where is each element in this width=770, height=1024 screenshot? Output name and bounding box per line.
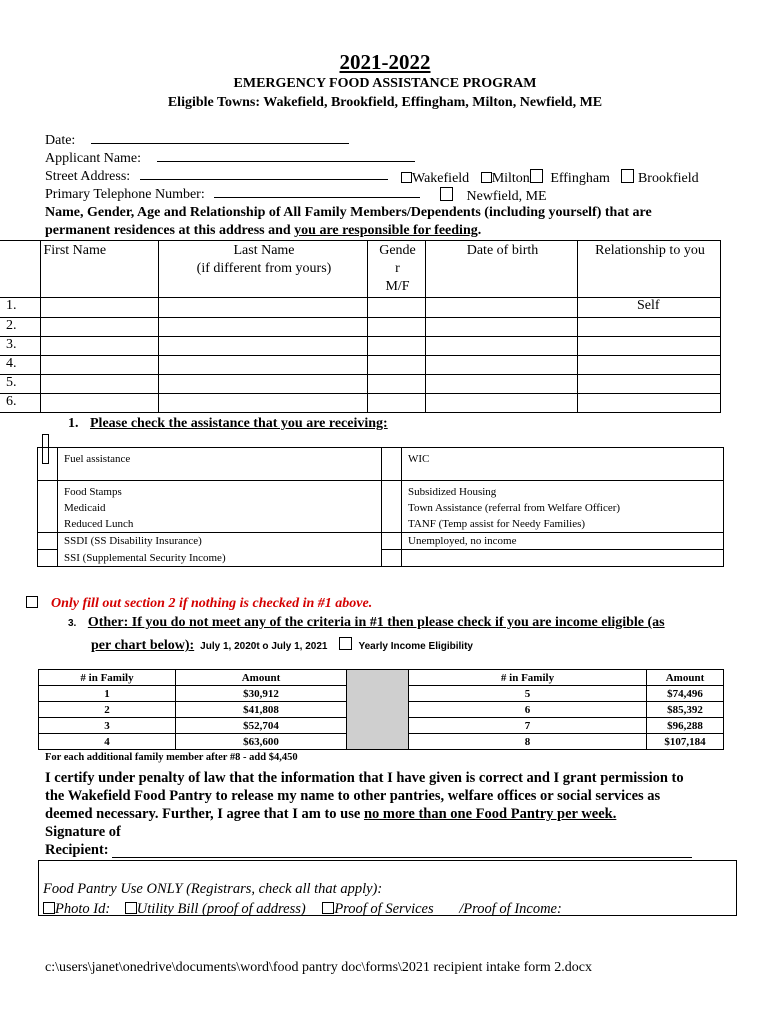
- only-fill-row: [26, 594, 372, 612]
- subsidized-housing-label: Subsidized Housing: [408, 486, 497, 498]
- first-name-header: First Name: [43, 243, 107, 258]
- photo-id-label: Photo Id:: [55, 901, 111, 917]
- member-row[interactable]: [0, 337, 720, 356]
- brookfield-checkbox[interactable]: [621, 169, 634, 183]
- members-intro-line2: [45, 223, 481, 239]
- dob-header: Date of birth: [466, 243, 539, 258]
- wakefield-checkbox[interactable]: [401, 172, 412, 183]
- only-fill-note: Only fill out section 2 if nothing is checked in #1 above.: [51, 596, 373, 611]
- effingham-checkbox[interactable]: [530, 169, 543, 183]
- date-line[interactable]: [91, 143, 349, 144]
- member-row[interactable]: [0, 375, 720, 394]
- food-stamps-group: [58, 481, 382, 533]
- signature-label-1: Signature of: [45, 824, 121, 840]
- income-table: [38, 669, 724, 750]
- gender-cell[interactable]: [367, 337, 425, 356]
- relationship-cell[interactable]: [577, 337, 720, 356]
- row-number: 5.: [0, 375, 40, 394]
- street-address-field[interactable]: [45, 169, 388, 185]
- last-name-cell[interactable]: [158, 318, 367, 337]
- amount-cell: $52,704: [176, 718, 347, 734]
- family-members-table: [0, 240, 721, 413]
- ssi-label: SSI (Supplemental Security Income): [58, 550, 382, 567]
- certification-text: [45, 769, 684, 859]
- phone-label: Primary Telephone Number:: [45, 187, 205, 202]
- relationship-cell[interactable]: [577, 356, 720, 375]
- medicaid-label: Medicaid: [64, 502, 106, 514]
- family-size-header-right: # in Family: [409, 670, 647, 686]
- row-number: 6.: [0, 394, 40, 413]
- milton-label: Milton: [491, 171, 530, 186]
- milton-checkbox[interactable]: [481, 172, 492, 183]
- wic-label: WIC: [402, 448, 724, 481]
- date-label: Date:: [45, 133, 76, 148]
- pantry-use-title: Food Pantry Use ONLY (Registrars, check all that apply):: [43, 881, 383, 897]
- amount-cell: $74,496: [647, 686, 724, 702]
- certify-line3-underlined: no more than one Food Pantry per week.: [363, 806, 617, 822]
- proof-of-services-label: Proof of Services: [334, 901, 434, 917]
- signature-line[interactable]: [112, 843, 692, 858]
- unemployed-label: Unemployed, no income: [402, 533, 724, 550]
- ssdi-checkbox[interactable]: [38, 533, 58, 550]
- dob-cell[interactable]: [425, 356, 577, 375]
- relationship-cell[interactable]: [577, 394, 720, 413]
- family-size-header-left: # in Family: [39, 670, 176, 686]
- dob-cell[interactable]: [425, 298, 577, 318]
- street-address-label: Street Address:: [45, 169, 131, 184]
- section1-title: Please check the assistance that you are receiving:: [90, 416, 388, 431]
- ssi-checkbox[interactable]: [38, 550, 58, 567]
- eligible-towns: Eligible Towns: Wakefield, Brookfield, Effingham, Milton, Newfield, ME: [167, 95, 603, 110]
- members-intro-line1: Name, Gender, Age and Relationship of All Family Members/Dependents (including yourself) that are: [45, 205, 652, 220]
- amount-cell: $96,288: [647, 718, 724, 734]
- section3-line1: [68, 615, 665, 631]
- food-stamps-label: Food Stamps: [64, 486, 122, 498]
- family-size-cell: 7: [409, 718, 647, 734]
- yearly-income-label: Yearly Income Eligibility: [358, 641, 473, 652]
- phone-line[interactable]: [214, 197, 420, 198]
- gender-header-2: r: [395, 261, 400, 276]
- photo-id-checkbox[interactable]: [43, 902, 55, 914]
- member-row[interactable]: [0, 318, 720, 337]
- family-size-cell: 5: [409, 686, 647, 702]
- gender-header-3: M/F: [385, 279, 410, 294]
- amount-cell: $85,392: [647, 702, 724, 718]
- gender-cell[interactable]: [367, 375, 425, 394]
- family-size-cell: 1: [39, 686, 176, 702]
- family-size-cell: 6: [409, 702, 647, 718]
- member-row[interactable]: [0, 394, 720, 413]
- row-number: 2.: [0, 318, 40, 337]
- yearly-income-checkbox[interactable]: [339, 637, 352, 650]
- last-name-cell[interactable]: [158, 375, 367, 394]
- section3-number: 3.: [68, 618, 77, 629]
- member-row[interactable]: [0, 356, 720, 375]
- family-size-cell: 4: [39, 734, 176, 750]
- first-name-cell[interactable]: [40, 337, 158, 356]
- member-row[interactable]: [0, 298, 720, 318]
- food-stamps-checkbox[interactable]: [38, 481, 58, 533]
- members-intro-text: permanent residences at this address and: [45, 223, 295, 238]
- last-name-header: Last Name: [233, 243, 295, 258]
- ssdi-label: SSDI (SS Disability Insurance): [58, 533, 382, 550]
- file-path-footer: c:\users\janet\onedrive\documents\word\food pantry doc\forms\2021 recipient intake form 2.docx: [45, 960, 593, 975]
- utility-bill-label: Utility Bill (proof of address): [136, 901, 306, 917]
- dob-cell[interactable]: [425, 394, 577, 413]
- amount-cell: $107,184: [647, 734, 724, 750]
- reduced-lunch-label: Reduced Lunch: [64, 518, 134, 530]
- utility-bill-checkbox[interactable]: [125, 902, 137, 914]
- gender-header-1: Gende: [379, 243, 416, 258]
- relationship-cell[interactable]: [577, 375, 720, 394]
- last-name-cell[interactable]: [158, 298, 367, 318]
- tanf-label: TANF (Temp assist for Needy Families): [408, 518, 586, 530]
- proof-of-services-checkbox[interactable]: [322, 902, 334, 914]
- amount-header-left: Amount: [176, 670, 347, 686]
- wakefield-label: Wakefield: [412, 171, 470, 186]
- program-title: EMERGENCY FOOD ASSISTANCE PROGRAM: [233, 76, 537, 91]
- pantry-use-options: [43, 901, 562, 918]
- year-title: 2021-2022: [339, 50, 431, 74]
- proof-of-income-label: /Proof of Income:: [459, 901, 562, 917]
- members-intro-underlined: you are responsible for feeding: [294, 223, 478, 238]
- signature-row[interactable]: [45, 841, 684, 859]
- fuel-assistance-label: Fuel assistance: [58, 448, 382, 481]
- members-intro-period: .: [477, 223, 482, 238]
- family-size-cell: 8: [409, 734, 647, 750]
- housing-group: [402, 481, 724, 533]
- first-name-cell[interactable]: [40, 318, 158, 337]
- newfield-checkbox[interactable]: [440, 187, 453, 201]
- section1-heading: [68, 416, 388, 432]
- fuel-assistance-checkbox[interactable]: [38, 448, 58, 481]
- first-name-cell[interactable]: [40, 356, 158, 375]
- only-fill-checkbox[interactable]: [26, 596, 38, 608]
- gender-cell[interactable]: [367, 318, 425, 337]
- dob-cell[interactable]: [425, 375, 577, 394]
- housing-checkbox[interactable]: [382, 481, 402, 533]
- additional-member-note: For each additional family member after #8 - add $4,450: [45, 752, 298, 763]
- date-field[interactable]: [45, 133, 349, 149]
- certify-line3: [45, 805, 684, 823]
- date-range: July 1, 2020t o July 1, 2021: [200, 641, 328, 652]
- dob-cell[interactable]: [425, 337, 577, 356]
- gender-cell[interactable]: [367, 356, 425, 375]
- last-name-subheader: (if different from yours): [196, 261, 332, 276]
- section3-line2: [91, 636, 473, 654]
- dob-cell[interactable]: [425, 318, 577, 337]
- applicant-name-field[interactable]: [45, 151, 415, 167]
- amount-cell: $63,600: [176, 734, 347, 750]
- blank-checkbox[interactable]: [382, 550, 402, 567]
- effingham-label: Effingham: [550, 171, 610, 186]
- street-address-line[interactable]: [140, 179, 388, 180]
- last-name-cell[interactable]: [158, 356, 367, 375]
- unemployed-checkbox[interactable]: [382, 533, 402, 550]
- row-number: 3.: [0, 337, 40, 356]
- brookfield-label: Brookfield: [637, 171, 699, 186]
- last-name-cell[interactable]: [158, 337, 367, 356]
- gender-cell[interactable]: [367, 298, 425, 318]
- members-header-row: [0, 241, 720, 298]
- first-name-cell[interactable]: [40, 394, 158, 413]
- family-size-cell: 3: [39, 718, 176, 734]
- applicant-name-label: Applicant Name:: [45, 151, 142, 166]
- family-size-cell: 2: [39, 702, 176, 718]
- town-assistance-label: Town Assistance (referral from Welfare Officer): [408, 502, 621, 514]
- signature-label-2: Recipient:: [45, 842, 109, 858]
- certify-line3-text: deemed necessary. Further, I agree that I am to use: [45, 806, 364, 822]
- per-chart-text: per chart below):: [91, 638, 195, 653]
- certify-line1: I certify under penalty of law that the information that I have given is correct and I grant permission to: [45, 770, 684, 786]
- amount-cell: $30,912: [176, 686, 347, 702]
- first-name-cell[interactable]: [40, 375, 158, 394]
- town-checkboxes: [401, 169, 699, 187]
- newfield-label: Newfield, ME: [466, 189, 547, 204]
- section1-number: 1.: [68, 416, 79, 431]
- section3-other-text: Other: If you do not meet any of the criteria in #1 then please check if you are income eligible (as: [87, 615, 665, 630]
- relationship-cell[interactable]: Self: [577, 298, 720, 318]
- shaded-separator: [347, 670, 409, 750]
- row-number: 1.: [0, 298, 40, 318]
- amount-cell: $41,808: [176, 702, 347, 718]
- relationship-cell[interactable]: [577, 318, 720, 337]
- amount-header-right: Amount: [647, 670, 724, 686]
- relationship-header: Relationship to you: [595, 243, 705, 258]
- last-name-cell[interactable]: [158, 394, 367, 413]
- gender-cell[interactable]: [367, 394, 425, 413]
- phone-field[interactable]: [45, 187, 420, 203]
- first-name-cell[interactable]: [40, 298, 158, 318]
- applicant-name-line[interactable]: [157, 161, 415, 162]
- wic-checkbox[interactable]: [382, 448, 402, 481]
- assistance-table: [37, 447, 724, 567]
- blank-cell: [402, 550, 724, 567]
- row-number: 4.: [0, 356, 40, 375]
- certify-line2: the Wakefield Food Pantry to release my name to other pantries, welfare offices or social services as: [45, 788, 661, 804]
